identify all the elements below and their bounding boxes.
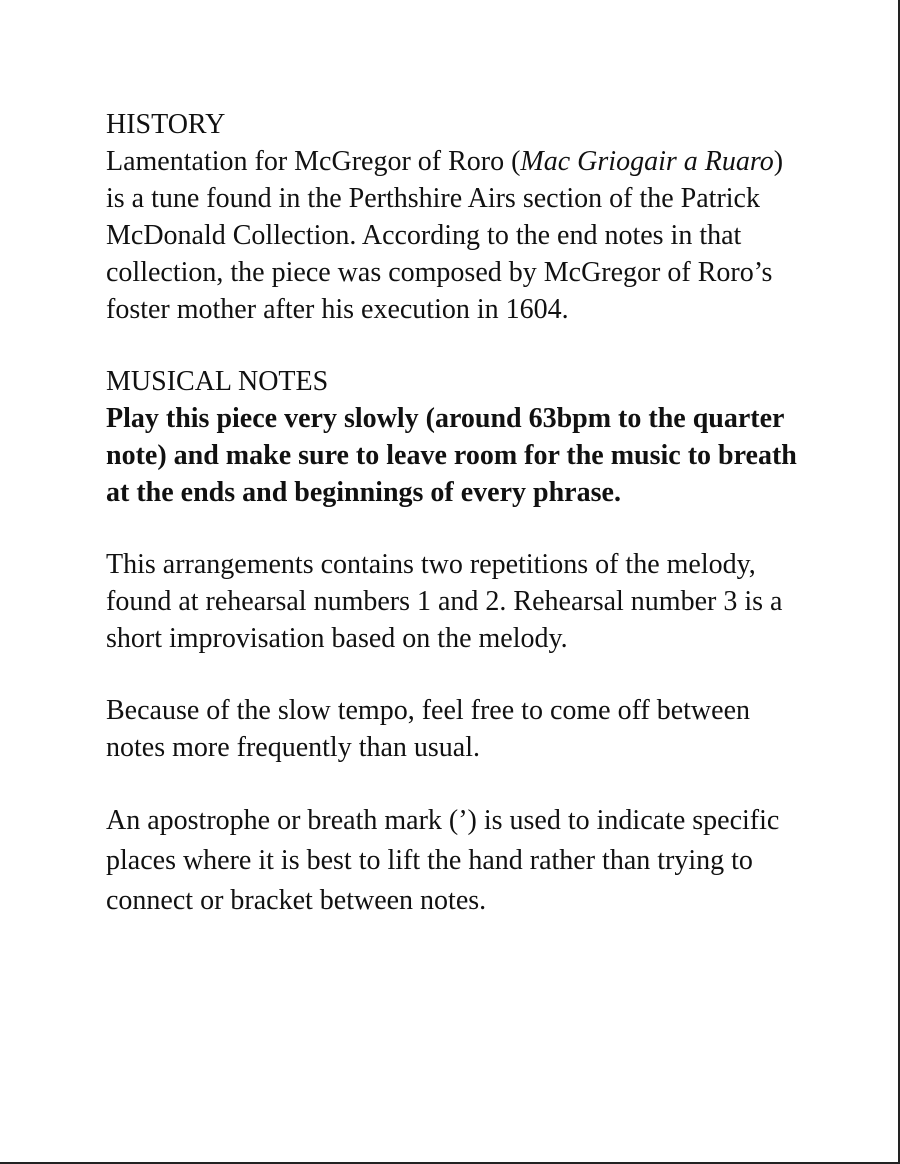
gaelic-title: Mac Griogair a Ruaro: [520, 146, 774, 177]
tempo-note-paragraph: Because of the slow tempo, feel free to come off between notes more frequently than usual.: [106, 695, 750, 763]
history-heading: HISTORY: [106, 109, 226, 140]
musical-notes-heading: MUSICAL NOTES: [106, 366, 329, 397]
arrangement-paragraph: This arrangements contains two repetitions of the melody, found at rehearsal numbers 1 and 2. Rehearsal number 3 is a short improvisation based on the melody.: [106, 549, 783, 654]
breath-mark-paragraph: An apostrophe or breath mark (’) is used to indicate specific places where it is best to lift the hand rather than trying to connect or bracket between notes.: [106, 805, 780, 916]
history-paragraph: [106, 143, 806, 328]
tempo-instruction: Play this piece very slowly (around 63bpm to the quarter note) and make sure to leave room for the music to breath at the ends and beginnings of every phrase.: [106, 403, 797, 508]
history-body: ) is a tune found in the Perthshire Airs section of the Patrick McDonald Collection. According to the end notes in that collection, the piece was composed by McGregor of Roro’s foster mother after his execution in 1604.: [106, 146, 784, 325]
history-intro: Lamentation for McGregor of Roro (: [106, 146, 521, 177]
document-content: [106, 106, 806, 921]
